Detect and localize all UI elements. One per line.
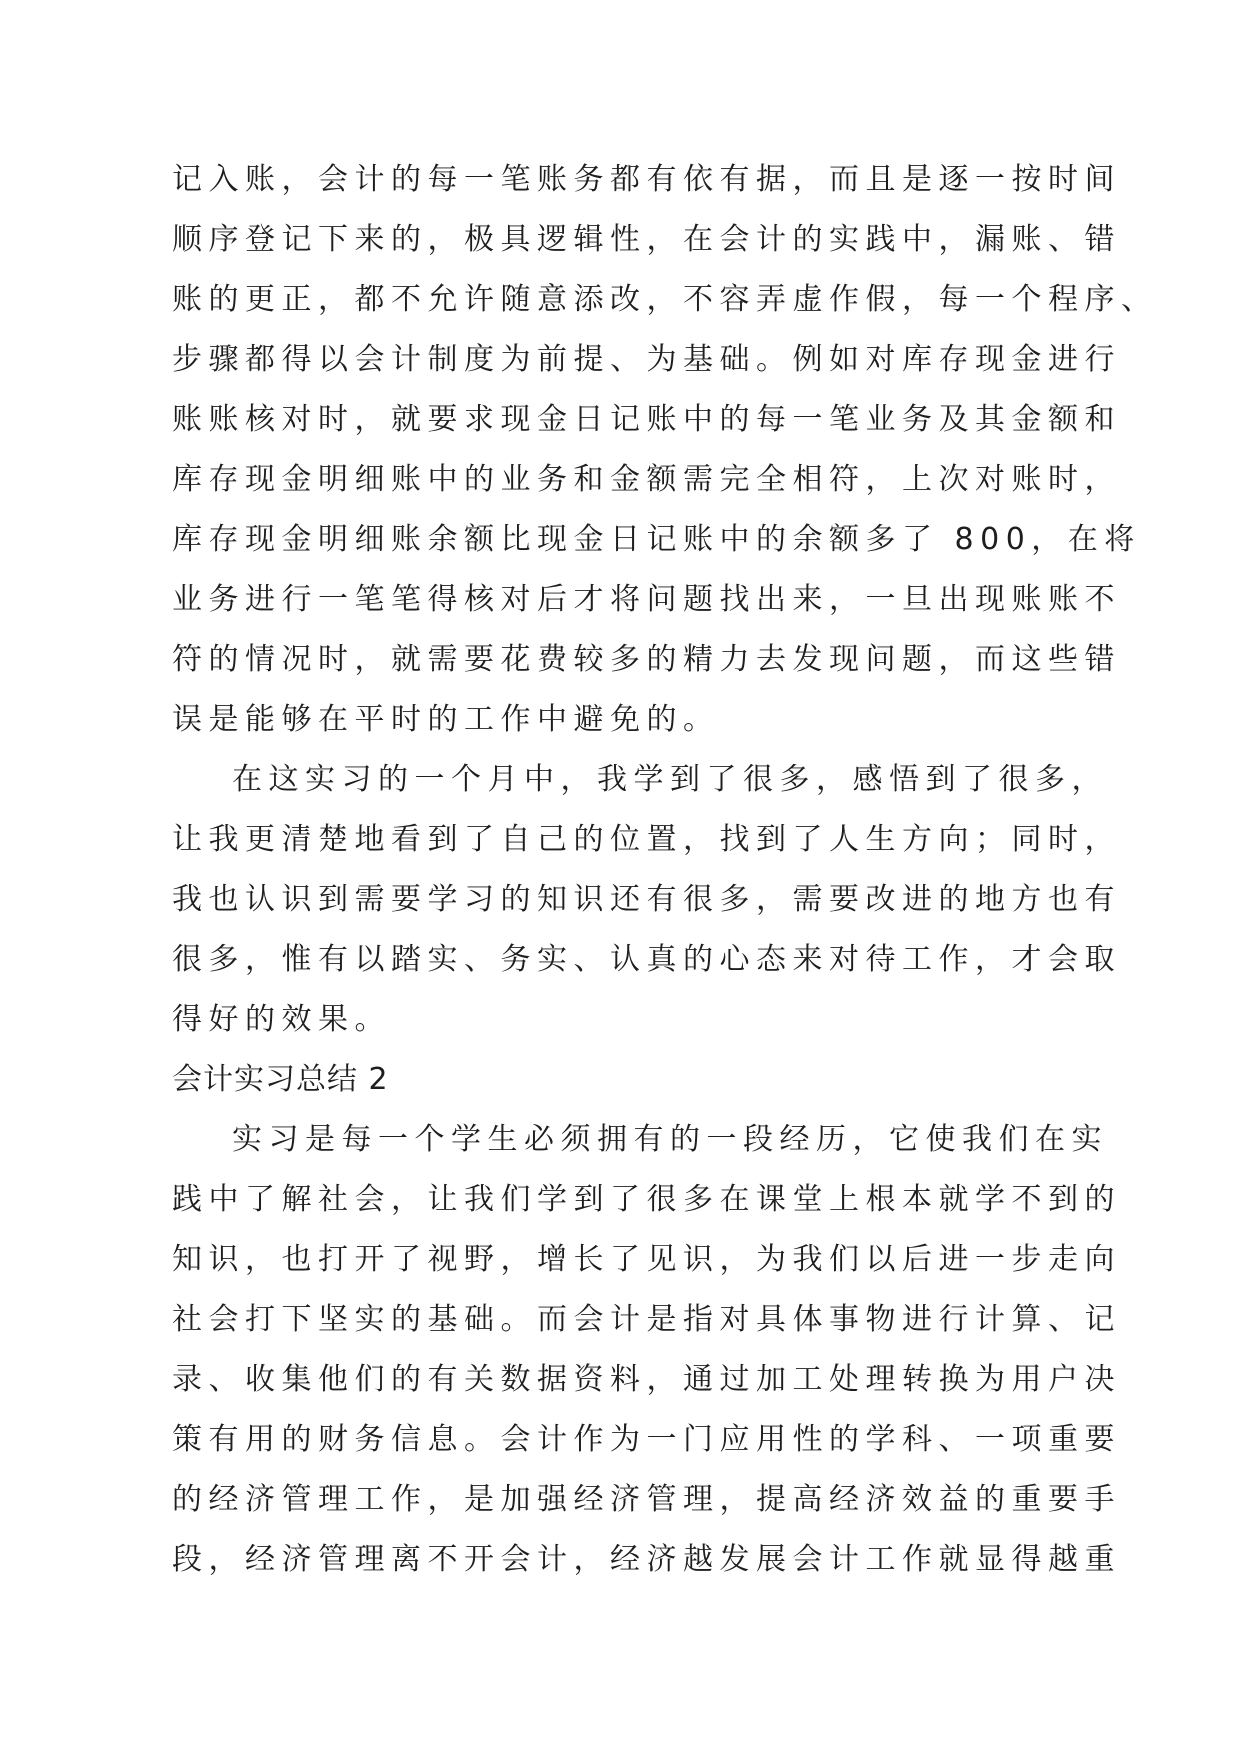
section-heading: 会计实习总结 2 bbox=[172, 1062, 389, 1097]
text-run: 步骤都得以会计制度为前提、为基础。例如对库存现金进行 bbox=[172, 342, 1121, 377]
text-run: 践中了解社会，让我们学到了很多在课堂上根本就学不到的 bbox=[172, 1182, 1121, 1217]
text-run: 让我更清楚地看到了自己的位置，找到了人生方向；同时， bbox=[172, 822, 1121, 857]
text-run: 误是能够在平时的工作中避免的。 bbox=[172, 702, 720, 737]
body-line bbox=[0, 1470, 1241, 1530]
section-heading-line bbox=[0, 1050, 1241, 1110]
text-run: 段，经济管理离不开会计，经济越发展会计工作就显得越重 bbox=[172, 1542, 1121, 1577]
body-line bbox=[0, 510, 1241, 570]
body-line bbox=[0, 1230, 1241, 1290]
body-line bbox=[0, 1170, 1241, 1230]
body-line bbox=[0, 150, 1241, 210]
text-run: 库存现金明细账中的业务和金额需完全相符，上次对账时， bbox=[172, 462, 1121, 497]
body-line bbox=[0, 330, 1241, 390]
text-run: 实习是每一个学生必须拥有的一段经历，它使我们在实 bbox=[232, 1122, 1108, 1157]
text-run: 很多，惟有以踏实、务实、认真的心态来对待工作，才会取 bbox=[172, 942, 1121, 977]
text-run: 策有用的财务信息。会计作为一门应用性的学科、一项重要 bbox=[172, 1422, 1121, 1457]
body-line bbox=[0, 390, 1241, 450]
text-run: 我也认识到需要学习的知识还有很多，需要改进的地方也有 bbox=[172, 882, 1121, 917]
text-run: 得好的效果。 bbox=[172, 1002, 391, 1037]
body-line bbox=[0, 1290, 1241, 1350]
body-line bbox=[0, 210, 1241, 270]
body-line bbox=[0, 750, 1241, 810]
body-line bbox=[0, 570, 1241, 630]
text-run: 业务进行一笔笔得核对后才将问题找出来，一旦出现账账不 bbox=[172, 582, 1121, 617]
text-run: 账账核对时，就要求现金日记账中的每一笔业务及其金额和 bbox=[172, 402, 1121, 437]
text-run: 账的更正，都不允许随意添改，不容弄虚作假，每一个程序、 bbox=[172, 282, 1158, 317]
body-line bbox=[0, 270, 1241, 330]
text-run: 符的情况时，就需要花费较多的精力去发现问题，而这些错 bbox=[172, 642, 1121, 677]
body-line bbox=[0, 1410, 1241, 1470]
text-run: 库存现金明细账余额比现金日记账中的余额多了 800，在将 bbox=[172, 522, 1141, 557]
body-line bbox=[0, 990, 1241, 1050]
body-line bbox=[0, 1530, 1241, 1590]
body-line bbox=[0, 1110, 1241, 1170]
text-run: 录、收集他们的有关数据资料，通过加工处理转换为用户决 bbox=[172, 1362, 1121, 1397]
body-line bbox=[0, 450, 1241, 510]
text-run: 记入账，会计的每一笔账务都有依有据，而且是逐一按时间 bbox=[172, 162, 1121, 197]
body-line bbox=[0, 930, 1241, 990]
body-line bbox=[0, 810, 1241, 870]
text-run: 在这实习的一个月中，我学到了很多，感悟到了很多， bbox=[232, 762, 1108, 797]
body-line bbox=[0, 690, 1241, 750]
body-line bbox=[0, 1350, 1241, 1410]
text-run: 知识，也打开了视野，增长了见识，为我们以后进一步走向 bbox=[172, 1242, 1121, 1277]
text-run: 的经济管理工作，是加强经济管理，提高经济效益的重要手 bbox=[172, 1482, 1121, 1517]
text-run: 社会打下坚实的基础。而会计是指对具体事物进行计算、记 bbox=[172, 1302, 1121, 1337]
body-line bbox=[0, 870, 1241, 930]
body-line bbox=[0, 630, 1241, 690]
text-run: 顺序登记下来的，极具逻辑性，在会计的实践中，漏账、错 bbox=[172, 222, 1121, 257]
